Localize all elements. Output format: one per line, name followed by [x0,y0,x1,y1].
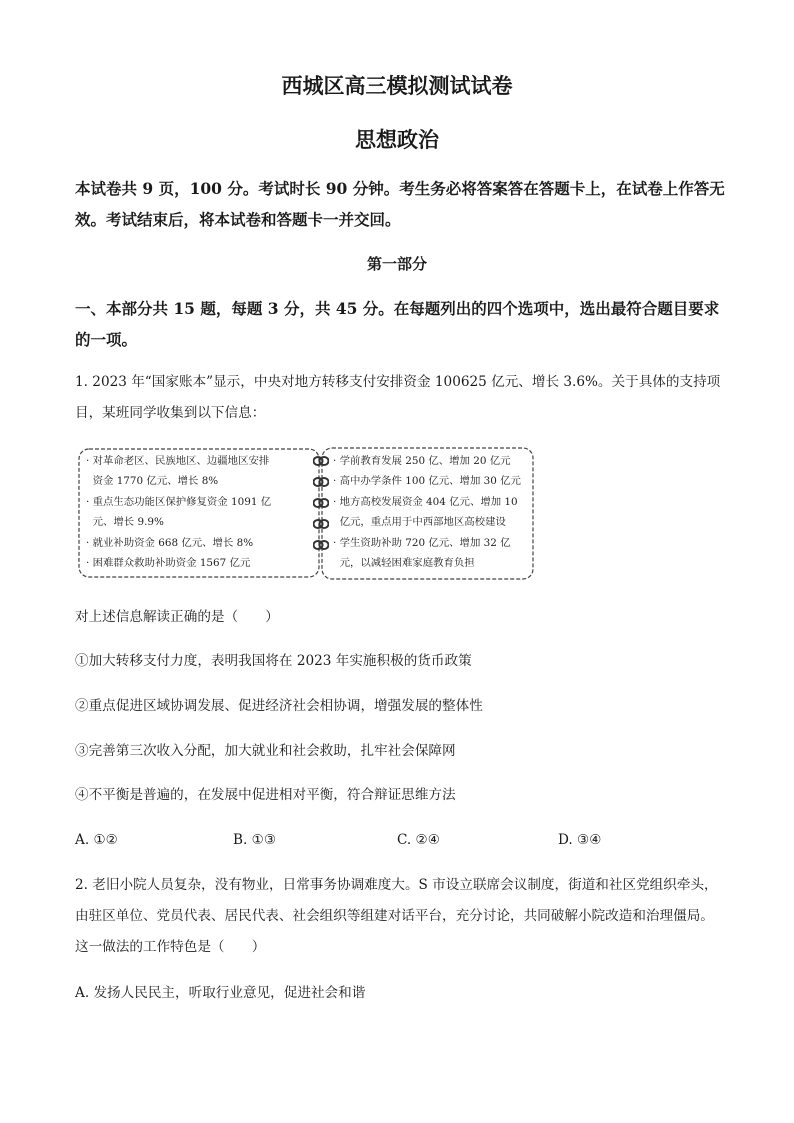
q1-statement-2: ②重点促进区域协调发展、促进经济社会相协调，增强发展的整体性 [75,698,483,714]
q1-statement-1: ①加大转移支付力度，表明我国将在 2023 年实施积极的货币政策 [75,653,472,669]
q1-info-box [78,447,535,580]
info-left-line: · 就业补助资金 668 亿元、增长 8% [86,536,254,549]
instructions-line-2: 效。考试结束后，将本试卷和答题卡一并交回。 [75,210,401,229]
part-description-line-2: 的一项。 [75,330,138,349]
q1-statement-4: ④不平衡是普遍的，在发展中促进相对平衡，符合辩证思维方法 [75,787,456,803]
info-right-line: 元，以减轻困难家庭教育负担 [333,557,475,570]
info-left-line: · 困难群众救助补助资金 1567 亿元 [86,557,251,570]
info-left-line: 资金 1770 亿元、增长 8% [86,475,219,488]
ring-icon [313,539,329,551]
info-right-line: · 学生资助补助 720 亿元、增加 32 亿 [333,536,511,549]
part-label: 第一部分 [366,255,427,273]
ring-icon [313,476,329,488]
q1-option-b[interactable]: B. ①③ [233,832,277,848]
q2-option-a[interactable]: A. 发扬人民民主，听取行业意见，促进社会和谐 [75,985,366,1001]
part-description-line-1: 一、本部分共 15 题，每题 3 分，共 45 分。在每题列出的四个选项中，选出最符合题目要求 [75,299,720,318]
q1-prompt: 对上述信息解读正确的是（ ） [75,609,279,625]
info-right-line: · 高中办学条件 100 亿元、增加 30 亿元 [333,475,521,488]
info-right-line: 亿元，重点用于中西部地区高校建设 [333,516,506,529]
info-left-column [86,451,314,573]
ring-icon [313,455,329,467]
ring-icon [313,497,329,509]
info-right-column [333,451,531,573]
exam-title: 西城区高三模拟测试试卷 [281,73,513,98]
q1-option-a[interactable]: A. ①② [75,832,118,848]
q2-stem-line-2: 由驻区单位、党员代表、居民代表、社会组织等组建对话平台，充分讨论，共同破解小院改造和治理僵局。 [75,908,714,924]
exam-subject: 思想政治 [355,127,439,152]
q1-statement-3: ③完善第三次收入分配，加大就业和社会救助，扎牢社会保障网 [75,743,456,759]
instructions-line-1: 本试卷共 9 页，100 分。考试时长 90 分钟。考生务必将答案答在答题卡上，在试卷上作答无 [75,179,725,198]
ring-icon [313,518,329,530]
q1-stem-line-2: 目，某班同学收集到以下信息： [75,405,266,421]
q1-option-d[interactable]: D. ③④ [558,832,602,848]
info-right-line: · 地方高校发展资金 404 亿元、增加 10 [333,495,518,508]
q1-options [0,825,794,855]
q1-stem-line-1: 1. 2023 年“国家账本”显示，中央对地方转移支付安排资金 100625 亿元、增长 3.6%。关于具体的支持项 [75,374,721,390]
q2-stem-line-3: 这一做法的工作特色是（ ） [75,939,266,955]
q2-stem-line-1: 2. 老旧小院人员复杂，没有物业，日常事务协调难度大。S 市设立联席会议制度，街道和社区党组织牵头， [75,877,718,893]
info-left-line: · 重点生态功能区保护修复资金 1091 亿 [86,495,272,508]
q1-option-c[interactable]: C. ②④ [397,832,440,848]
info-left-line: · 对革命老区、民族地区、边疆地区安排 [86,455,270,467]
info-right-line: · 学前教育发展 250 亿、增加 20 亿元 [333,455,511,467]
info-left-line: 元、增长 9.9% [86,516,164,529]
